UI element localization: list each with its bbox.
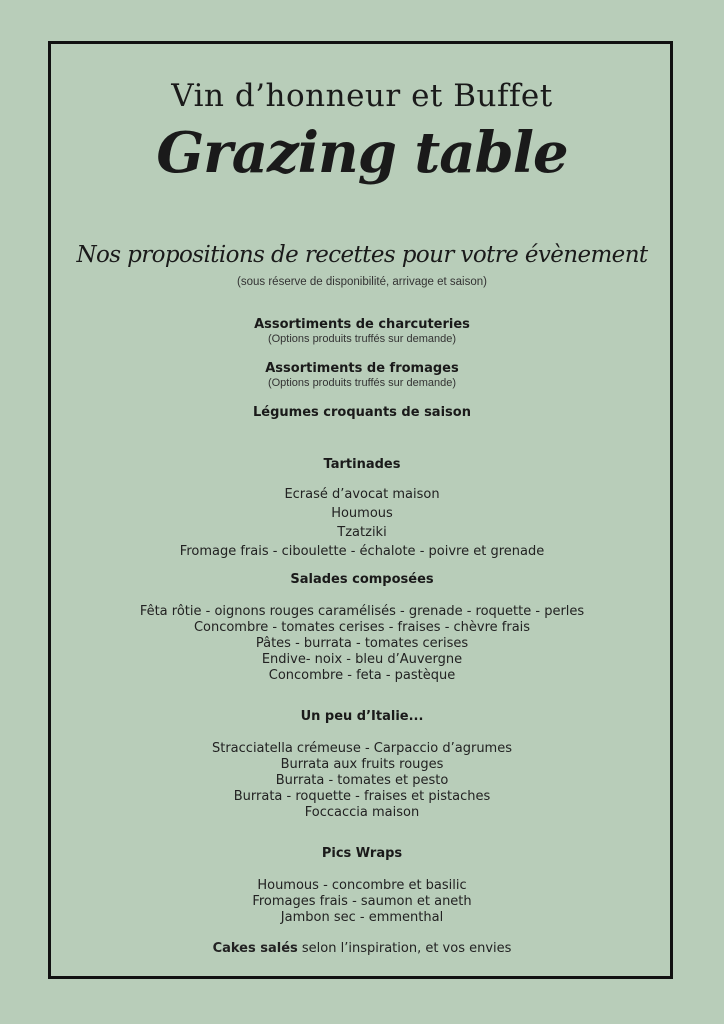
list-item: Endive- noix - bleu d’Auvergne	[261, 652, 463, 667]
list-item: Burrata aux fruits rouges	[280, 757, 444, 772]
cakes-bold: Cakes salés	[212, 941, 298, 956]
section-title-charcuteries: Assortiments de charcuteries	[254, 317, 470, 332]
section-title-legumes: Légumes croquants de saison	[253, 405, 471, 420]
list-item: Burrata - tomates et pesto	[275, 773, 449, 788]
section-note-fromages: (Options produits truffés sur demande)	[267, 377, 457, 389]
list-item: Burrata - roquette - fraises et pistaches	[233, 789, 491, 804]
section-title-fromages: Assortiments de fromages	[265, 361, 459, 376]
italie-list	[0, 741, 724, 821]
list-item: Fêta rôtie - oignons rouges caramélisés - grenade - roquette - perles	[139, 604, 585, 619]
title-vin-honneur: Vin d’honneur et Buffet	[171, 78, 553, 114]
salades-list	[0, 604, 724, 684]
list-item: Ecrasé d’avocat maison	[284, 487, 440, 502]
section-title-wraps: Pics Wraps	[321, 846, 403, 861]
subtitle: Nos propositions de recettes pour votre évènement	[76, 242, 648, 268]
section-note-charcuteries: (Options produits truffés sur demande)	[267, 333, 457, 345]
list-item: Fromages frais - saumon et aneth	[252, 894, 472, 909]
section-title-salades: Salades composées	[290, 572, 434, 587]
list-item: Houmous - concombre et basilic	[257, 878, 467, 893]
section-title-tartinades: Tartinades	[323, 457, 401, 472]
cakes-rest: selon l’inspiration, et vos envies	[297, 941, 512, 956]
cakes-line	[0, 941, 724, 957]
title-grazing-table: Grazing table	[156, 120, 568, 186]
list-item: Stracciatella crémeuse - Carpaccio d’agrumes	[211, 741, 512, 756]
list-item: Concombre - tomates cerises - fraises - chèvre frais	[193, 620, 531, 635]
section-title-italie: Un peu d’Italie...	[300, 709, 424, 724]
list-item: Foccaccia maison	[304, 805, 420, 820]
list-item: Fromage frais - ciboulette - échalote - poivre et grenade	[179, 544, 545, 559]
list-item: Tzatziki	[337, 525, 387, 540]
list-item: Pâtes - burrata - tomates cerises	[255, 636, 469, 651]
list-item: Houmous	[331, 506, 393, 521]
availability-note: (sous réserve de disponibilité, arrivage et saison)	[237, 276, 487, 288]
list-item: Jambon sec - emmenthal	[280, 910, 444, 925]
list-item: Concombre - feta - pastèque	[268, 668, 456, 683]
wraps-list	[0, 878, 724, 926]
tartinades-list	[0, 485, 724, 561]
